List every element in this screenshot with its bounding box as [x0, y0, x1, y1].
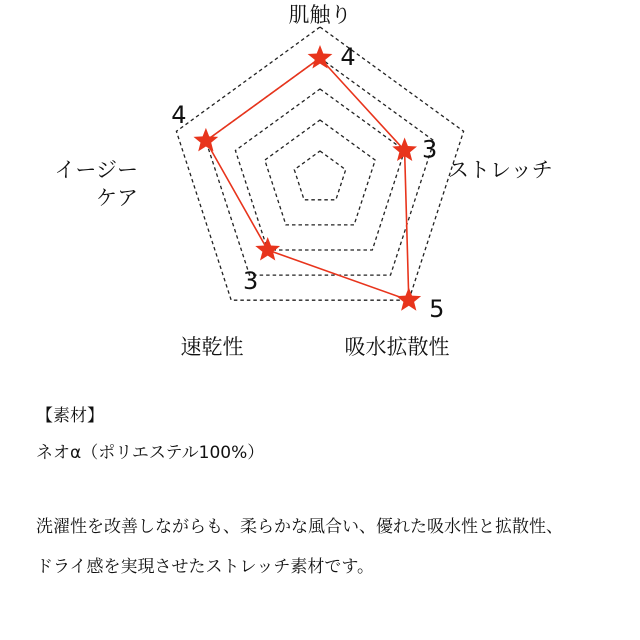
axis-label-4: 速乾性 [180, 335, 244, 359]
score-label-1: 4 [340, 43, 356, 71]
material-value: ネオα（ポリエステル100%） [36, 443, 265, 463]
series-polygon [206, 58, 409, 300]
axis-label-3: 吸水拡散性 [344, 335, 450, 359]
grid-ring-level-1 [294, 151, 345, 200]
star-marker-5 [194, 128, 219, 151]
axis-label-1: 肌触り [288, 3, 352, 27]
star-marker-3 [396, 287, 421, 311]
description-line-1: 洗濯性を改善しながらも、柔らかな風合い、優れた吸水性と拡散性、 [36, 517, 563, 537]
grid-ring-level-3 [235, 89, 404, 250]
material-heading: 【素材】 [36, 406, 104, 426]
axis-label-5: イージーケア [54, 158, 138, 210]
score-label-3: 5 [429, 295, 445, 324]
description-line-2: ドライ感を実現させたストレッチ素材です。 [36, 557, 374, 577]
star-marker-4 [255, 237, 280, 261]
grid-ring-level-2 [265, 120, 375, 225]
axis-label-2: ストレッチ [448, 158, 553, 182]
score-label-5: 4 [171, 100, 187, 129]
score-labels [171, 43, 444, 323]
axis-labels [54, 3, 552, 359]
score-label-2: 3 [421, 135, 438, 164]
grid-ring-level-4 [206, 58, 434, 275]
score-label-4: 3 [243, 267, 259, 295]
